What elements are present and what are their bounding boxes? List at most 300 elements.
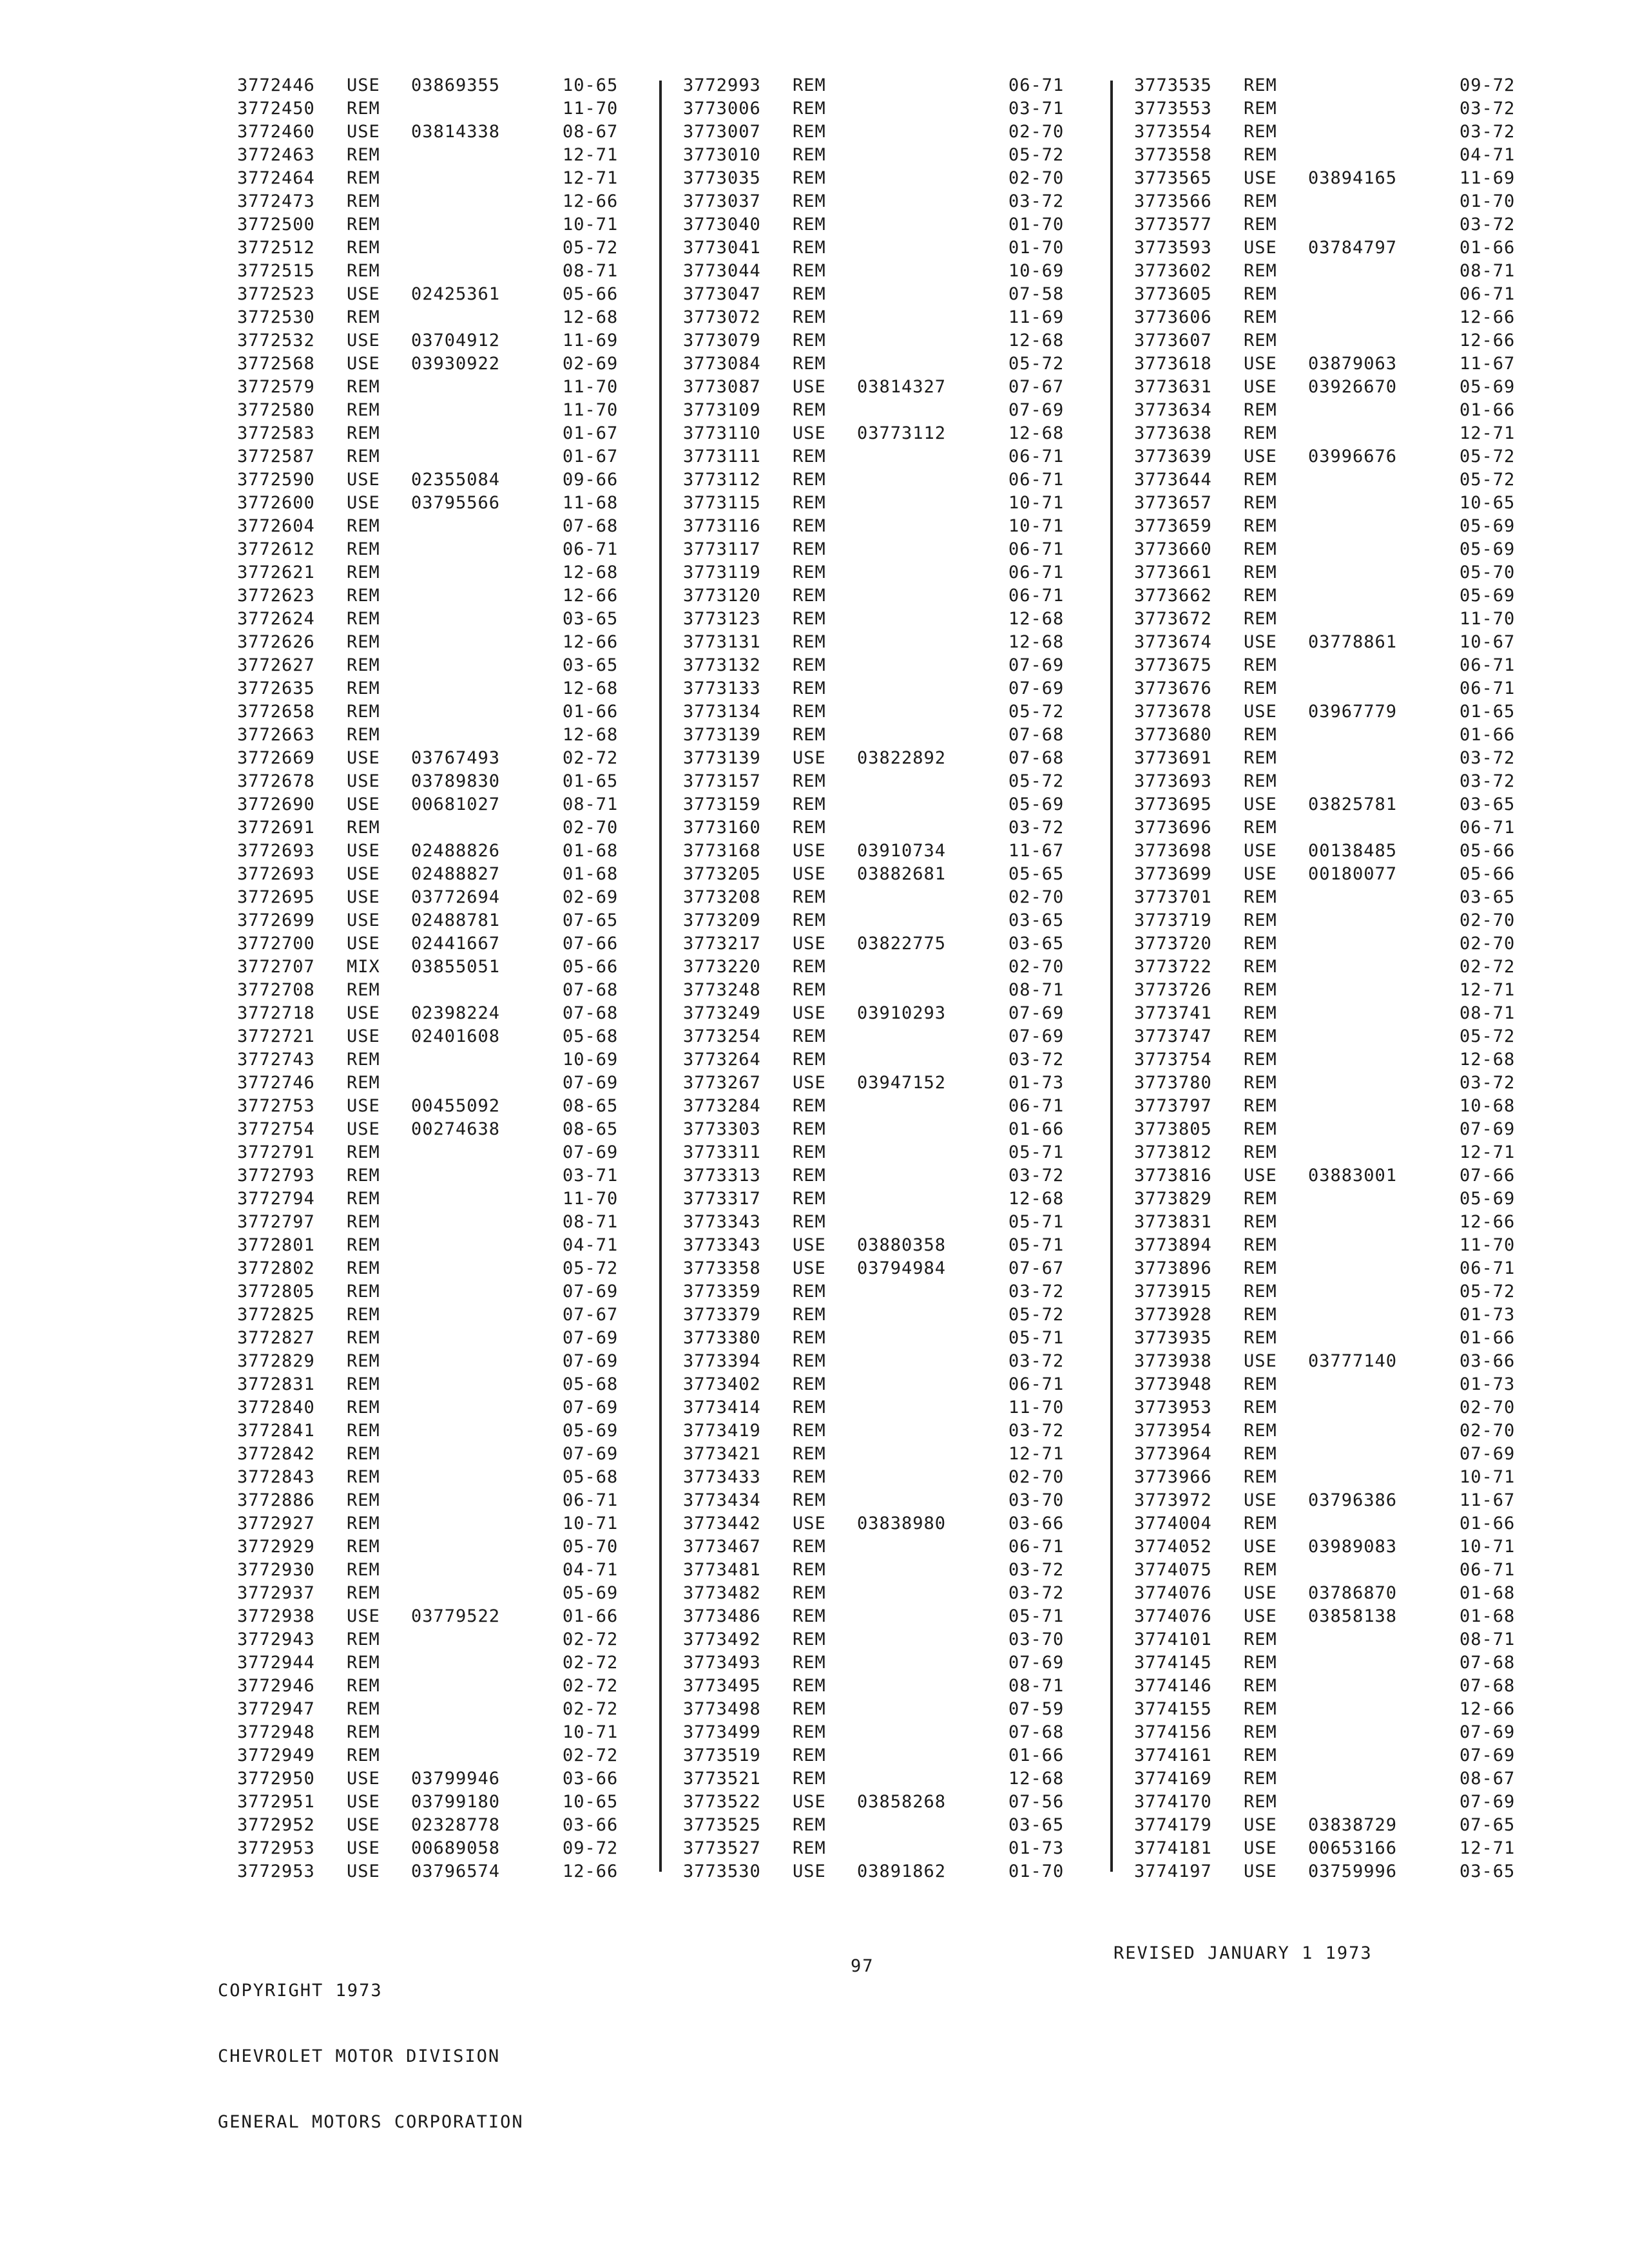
status-code: REM xyxy=(347,725,380,745)
effective-date: 02-70 xyxy=(1008,957,1065,977)
effective-date: 03-72 xyxy=(1008,1351,1065,1371)
part-number: 3773442 xyxy=(683,1514,761,1533)
replacement-part-number xyxy=(1308,816,1460,840)
status-code: REM xyxy=(1244,1003,1277,1023)
replacement-part-number xyxy=(1308,1698,1460,1721)
effective-date: 12-68 xyxy=(1460,1050,1516,1070)
copyright-block xyxy=(218,1936,524,2177)
status-code: REM xyxy=(347,1398,380,1418)
division-line: CHEVROLET MOTOR DIVISION xyxy=(218,2046,501,2066)
effective-date: 01-73 xyxy=(1460,1374,1516,1394)
replacement-part-number xyxy=(411,190,563,213)
part-row xyxy=(683,306,1083,329)
part-row xyxy=(683,1025,1083,1048)
status-code: REM xyxy=(1244,818,1277,838)
part-row xyxy=(1134,167,1534,190)
status-code: REM xyxy=(347,1490,380,1510)
replacement-part-number xyxy=(857,584,1008,608)
part-row xyxy=(683,468,1083,492)
part-row xyxy=(1134,724,1534,747)
part-row xyxy=(1134,352,1534,376)
part-row xyxy=(683,584,1083,608)
part-row xyxy=(237,816,637,840)
status-code: REM xyxy=(1244,1235,1277,1255)
effective-date: 07-69 xyxy=(563,1073,619,1093)
part-row xyxy=(683,909,1083,932)
part-number: 3773535 xyxy=(1134,75,1212,95)
replacement-part-number xyxy=(857,1048,1008,1072)
status-code: REM xyxy=(793,1722,826,1742)
replacement-part-number xyxy=(857,97,1008,120)
replacement-part-number: 03799180 xyxy=(411,1792,501,1812)
part-number: 3773527 xyxy=(683,1838,761,1858)
status-code: REM xyxy=(793,1606,826,1626)
status-code: REM xyxy=(793,539,826,559)
replacement-part-number xyxy=(411,1303,563,1327)
part-number: 3773120 xyxy=(683,586,761,606)
effective-date: 12-68 xyxy=(563,307,619,327)
status-code: REM xyxy=(793,1026,826,1046)
part-row xyxy=(237,376,637,399)
effective-date: 12-68 xyxy=(563,725,619,745)
part-number: 3773087 xyxy=(683,377,761,397)
replacement-part-number xyxy=(857,1187,1008,1211)
part-row xyxy=(1134,1048,1534,1072)
replacement-part-number xyxy=(1308,909,1460,932)
effective-date: 08-71 xyxy=(1460,1003,1516,1023)
effective-date: 11-67 xyxy=(1008,841,1065,861)
part-row xyxy=(237,1257,637,1280)
part-row xyxy=(237,1814,637,1837)
status-code: REM xyxy=(793,1676,826,1696)
part-row xyxy=(237,909,637,932)
part-number: 3772446 xyxy=(237,75,315,95)
status-code: USE xyxy=(793,864,826,884)
part-number: 3772693 xyxy=(237,864,315,884)
part-number: 3772700 xyxy=(237,934,315,954)
effective-date: 05-69 xyxy=(1460,377,1516,397)
status-code: USE xyxy=(1244,447,1277,466)
part-row xyxy=(237,97,637,120)
part-number: 3774146 xyxy=(1134,1676,1212,1696)
status-code: REM xyxy=(793,1560,826,1580)
replacement-part-number xyxy=(1308,1791,1460,1814)
effective-date: 03-66 xyxy=(1460,1351,1516,1371)
part-row xyxy=(237,1744,637,1767)
status-code: REM xyxy=(347,423,380,443)
effective-date: 06-71 xyxy=(1460,1258,1516,1278)
part-number: 3773935 xyxy=(1134,1328,1212,1348)
part-row xyxy=(683,1373,1083,1396)
part-row xyxy=(1134,144,1534,167)
part-row xyxy=(237,1767,637,1791)
effective-date: 10-71 xyxy=(563,215,619,235)
status-code: REM xyxy=(347,980,380,1000)
effective-date: 03-66 xyxy=(563,1815,619,1835)
part-number: 3773421 xyxy=(683,1444,761,1464)
replacement-part-number xyxy=(857,120,1008,144)
status-code: REM xyxy=(793,1421,826,1441)
part-row xyxy=(1134,1373,1534,1396)
part-row xyxy=(683,1350,1083,1373)
replacement-part-number: 03838980 xyxy=(857,1514,947,1533)
status-code: REM xyxy=(793,794,826,814)
part-number: 3772663 xyxy=(237,725,315,745)
status-code: REM xyxy=(347,1258,380,1278)
part-row xyxy=(1134,793,1534,816)
effective-date: 12-68 xyxy=(563,678,619,698)
part-row xyxy=(1134,329,1534,352)
part-number: 3773047 xyxy=(683,284,761,304)
part-number: 3772587 xyxy=(237,447,315,466)
part-number: 3773157 xyxy=(683,771,761,791)
status-code: REM xyxy=(347,215,380,235)
effective-date: 01-73 xyxy=(1008,1073,1065,1093)
replacement-part-number xyxy=(1308,260,1460,283)
part-number: 3773747 xyxy=(1134,1026,1212,1046)
effective-date: 08-71 xyxy=(1460,261,1516,281)
part-row xyxy=(237,1419,637,1443)
status-code: REM xyxy=(347,1444,380,1464)
replacement-part-number xyxy=(411,1280,563,1303)
part-row xyxy=(1134,979,1534,1002)
replacement-part-number xyxy=(857,1698,1008,1721)
effective-date: 02-72 xyxy=(563,1676,619,1696)
part-row xyxy=(1134,1280,1534,1303)
effective-date: 02-72 xyxy=(563,1653,619,1673)
part-number: 3773938 xyxy=(1134,1351,1212,1371)
effective-date: 02-70 xyxy=(1008,1467,1065,1487)
part-number: 3773343 xyxy=(683,1235,761,1255)
effective-date: 05-71 xyxy=(1008,1212,1065,1232)
effective-date: 07-59 xyxy=(1008,1699,1065,1719)
part-row xyxy=(1134,1535,1534,1559)
part-number: 3773139 xyxy=(683,725,761,745)
part-number: 3774155 xyxy=(1134,1699,1212,1719)
part-row xyxy=(683,1443,1083,1466)
status-code: USE xyxy=(347,864,380,884)
replacement-part-number xyxy=(1308,886,1460,909)
effective-date: 12-66 xyxy=(563,586,619,606)
status-code: REM xyxy=(347,1166,380,1186)
replacement-part-number: 02355084 xyxy=(411,470,501,490)
replacement-part-number: 03796386 xyxy=(1308,1490,1398,1510)
status-code: REM xyxy=(793,215,826,235)
part-row xyxy=(1134,654,1534,677)
effective-date: 07-67 xyxy=(563,1305,619,1325)
part-number: 3773966 xyxy=(1134,1467,1212,1487)
replacement-part-number xyxy=(1308,747,1460,770)
effective-date: 07-68 xyxy=(563,980,619,1000)
replacement-part-number xyxy=(411,700,563,724)
part-row xyxy=(683,1002,1083,1025)
status-code: USE xyxy=(347,1838,380,1858)
part-number: 3772943 xyxy=(237,1629,315,1649)
status-code: USE xyxy=(347,75,380,95)
replacement-part-number: 03786870 xyxy=(1308,1583,1398,1603)
effective-date: 05-72 xyxy=(1008,702,1065,722)
effective-date: 06-71 xyxy=(1460,655,1516,675)
replacement-part-number xyxy=(857,306,1008,329)
part-row xyxy=(683,190,1083,213)
part-number: 3772743 xyxy=(237,1050,315,1070)
replacement-part-number xyxy=(1308,1466,1460,1489)
part-number: 3772530 xyxy=(237,307,315,327)
effective-date: 10-71 xyxy=(563,1722,619,1742)
replacement-part-number: 00689058 xyxy=(411,1838,501,1858)
part-row xyxy=(1134,1327,1534,1350)
replacement-part-number xyxy=(857,1605,1008,1628)
part-row xyxy=(237,770,637,793)
status-code: REM xyxy=(347,1212,380,1232)
effective-date: 03-71 xyxy=(1008,99,1065,119)
part-number: 3773566 xyxy=(1134,191,1212,211)
part-row xyxy=(237,863,637,886)
part-number: 3772929 xyxy=(237,1537,315,1557)
part-row xyxy=(1134,1234,1534,1257)
part-row xyxy=(237,399,637,422)
status-code: REM xyxy=(1244,261,1277,281)
status-code: REM xyxy=(1244,423,1277,443)
effective-date: 05-72 xyxy=(1460,1026,1516,1046)
part-number: 3773133 xyxy=(683,678,761,698)
part-row xyxy=(683,1280,1083,1303)
part-row xyxy=(1134,1095,1534,1118)
status-code: REM xyxy=(793,1699,826,1719)
status-code: REM xyxy=(793,145,826,165)
replacement-part-number xyxy=(1308,213,1460,236)
part-number: 3773698 xyxy=(1134,841,1212,861)
part-number: 3773674 xyxy=(1134,632,1212,652)
effective-date: 07-69 xyxy=(1008,400,1065,420)
effective-date: 03-65 xyxy=(1460,794,1516,814)
part-row xyxy=(683,770,1083,793)
replacement-part-number xyxy=(857,1628,1008,1651)
replacement-part-number xyxy=(857,608,1008,631)
status-code: REM xyxy=(1244,215,1277,235)
part-number: 3772930 xyxy=(237,1560,315,1580)
replacement-part-number xyxy=(1308,1048,1460,1072)
status-code: REM xyxy=(1244,1699,1277,1719)
replacement-part-number xyxy=(857,515,1008,538)
part-number: 3773495 xyxy=(683,1676,761,1696)
part-number: 3772721 xyxy=(237,1026,315,1046)
replacement-part-number: 03858268 xyxy=(857,1792,947,1812)
part-row xyxy=(683,1605,1083,1628)
part-row xyxy=(683,956,1083,979)
effective-date: 10-69 xyxy=(1008,261,1065,281)
replacement-part-number xyxy=(857,1489,1008,1512)
part-row xyxy=(237,1396,637,1419)
replacement-part-number xyxy=(411,584,563,608)
effective-date: 03-72 xyxy=(1460,771,1516,791)
part-number: 3773607 xyxy=(1134,331,1212,351)
part-number: 3774076 xyxy=(1134,1583,1212,1603)
part-number: 3773606 xyxy=(1134,307,1212,327)
part-row xyxy=(683,1837,1083,1860)
replacement-part-number xyxy=(411,1535,563,1559)
effective-date: 07-66 xyxy=(563,934,619,954)
status-code: USE xyxy=(793,1073,826,1093)
status-code: REM xyxy=(793,1166,826,1186)
replacement-part-number: 03858138 xyxy=(1308,1606,1398,1626)
replacement-part-number xyxy=(1308,608,1460,631)
part-row xyxy=(1134,863,1534,886)
status-code: USE xyxy=(347,1119,380,1139)
part-row xyxy=(683,608,1083,631)
effective-date: 06-71 xyxy=(1008,539,1065,559)
status-code: REM xyxy=(793,910,826,930)
status-code: REM xyxy=(347,1537,380,1557)
part-row xyxy=(237,1350,637,1373)
status-code: REM xyxy=(1244,1792,1277,1812)
status-code: REM xyxy=(347,609,380,629)
replacement-part-number xyxy=(857,190,1008,213)
status-code: REM xyxy=(1244,562,1277,582)
effective-date: 07-68 xyxy=(1460,1653,1516,1673)
replacement-part-number xyxy=(411,399,563,422)
status-code: USE xyxy=(347,1769,380,1789)
status-code: REM xyxy=(793,1629,826,1649)
effective-date: 05-66 xyxy=(1460,864,1516,884)
part-row xyxy=(683,283,1083,306)
effective-date: 04-71 xyxy=(1460,145,1516,165)
effective-date: 05-71 xyxy=(1008,1606,1065,1626)
effective-date: 05-72 xyxy=(1008,1305,1065,1325)
replacement-part-number xyxy=(1308,956,1460,979)
part-row xyxy=(1134,840,1534,863)
effective-date: 05-71 xyxy=(1008,1142,1065,1162)
replacement-part-number: 03838729 xyxy=(1308,1815,1398,1835)
part-number: 3772627 xyxy=(237,655,315,675)
replacement-part-number xyxy=(857,260,1008,283)
effective-date: 11-69 xyxy=(563,331,619,351)
part-number: 3773780 xyxy=(1134,1073,1212,1093)
part-row xyxy=(1134,1350,1534,1373)
replacement-part-number xyxy=(857,1303,1008,1327)
status-code: REM xyxy=(793,1398,826,1418)
effective-date: 11-70 xyxy=(563,99,619,119)
replacement-part-number xyxy=(857,1373,1008,1396)
replacement-part-number xyxy=(1308,492,1460,515)
effective-date: 02-70 xyxy=(1008,168,1065,188)
status-code: REM xyxy=(347,400,380,420)
effective-date: 07-68 xyxy=(1460,1676,1516,1696)
replacement-part-number xyxy=(1308,283,1460,306)
effective-date: 07-69 xyxy=(1460,1444,1516,1464)
part-row xyxy=(237,631,637,654)
part-number: 3774161 xyxy=(1134,1745,1212,1765)
status-code: USE xyxy=(347,1815,380,1835)
part-number: 3773699 xyxy=(1134,864,1212,884)
part-row xyxy=(683,816,1083,840)
effective-date: 06-71 xyxy=(1008,75,1065,95)
replacement-part-number xyxy=(857,677,1008,700)
status-code: USE xyxy=(347,1792,380,1812)
replacement-part-number xyxy=(411,1350,563,1373)
replacement-part-number xyxy=(1308,1512,1460,1535)
status-code: REM xyxy=(793,493,826,513)
effective-date: 03-72 xyxy=(1008,1050,1065,1070)
part-number: 3773964 xyxy=(1134,1444,1212,1464)
effective-date: 05-68 xyxy=(563,1026,619,1046)
part-row xyxy=(1134,283,1534,306)
effective-date: 07-68 xyxy=(563,1003,619,1023)
effective-date: 07-67 xyxy=(1008,377,1065,397)
effective-date: 01-66 xyxy=(1008,1745,1065,1765)
status-code: REM xyxy=(1244,980,1277,1000)
part-row xyxy=(1134,700,1534,724)
parts-column-3 xyxy=(1134,74,1534,1883)
status-code: USE xyxy=(347,470,380,490)
part-number: 3773482 xyxy=(683,1583,761,1603)
part-row xyxy=(683,1814,1083,1837)
status-code: REM xyxy=(793,1490,826,1510)
part-number: 3773254 xyxy=(683,1026,761,1046)
status-code: REM xyxy=(347,1050,380,1070)
effective-date: 02-70 xyxy=(1460,1421,1516,1441)
part-number: 3772621 xyxy=(237,562,315,582)
part-number: 3773434 xyxy=(683,1490,761,1510)
replacement-part-number xyxy=(857,816,1008,840)
status-code: REM xyxy=(1244,655,1277,675)
part-row xyxy=(1134,886,1534,909)
part-number: 3773954 xyxy=(1134,1421,1212,1441)
part-number: 3772568 xyxy=(237,354,315,374)
part-row xyxy=(1134,1025,1534,1048)
effective-date: 05-69 xyxy=(1460,539,1516,559)
effective-date: 03-72 xyxy=(1460,748,1516,768)
effective-date: 11-70 xyxy=(563,400,619,420)
part-number: 3773720 xyxy=(1134,934,1212,954)
status-code: USE xyxy=(1244,1838,1277,1858)
part-row xyxy=(683,329,1083,352)
part-number: 3772753 xyxy=(237,1096,315,1116)
part-row xyxy=(683,1582,1083,1605)
status-code: REM xyxy=(793,400,826,420)
effective-date: 10-71 xyxy=(1008,516,1065,536)
status-code: REM xyxy=(793,354,826,374)
status-code: REM xyxy=(347,1328,380,1348)
status-code: REM xyxy=(793,562,826,582)
status-code: USE xyxy=(347,887,380,907)
replacement-part-number xyxy=(857,1118,1008,1141)
effective-date: 12-66 xyxy=(1460,331,1516,351)
part-row xyxy=(1134,492,1534,515)
replacement-part-number xyxy=(857,236,1008,260)
status-code: REM xyxy=(1244,516,1277,536)
part-number: 3773209 xyxy=(683,910,761,930)
replacement-part-number: 03880358 xyxy=(857,1235,947,1255)
part-row xyxy=(237,1860,637,1883)
part-number: 3772708 xyxy=(237,980,315,1000)
part-number: 3773805 xyxy=(1134,1119,1212,1139)
part-row xyxy=(1134,1512,1534,1535)
replacement-part-number xyxy=(857,1814,1008,1837)
status-code: REM xyxy=(1244,1212,1277,1232)
effective-date: 01-66 xyxy=(563,1606,619,1626)
effective-date: 07-68 xyxy=(1008,725,1065,745)
part-row xyxy=(1134,816,1534,840)
effective-date: 07-69 xyxy=(1460,1722,1516,1742)
effective-date: 01-70 xyxy=(1008,238,1065,258)
status-code: REM xyxy=(793,957,826,977)
status-code: REM xyxy=(1244,1676,1277,1696)
replacement-part-number xyxy=(411,167,563,190)
part-row xyxy=(683,167,1083,190)
status-code: REM xyxy=(793,331,826,351)
status-code: REM xyxy=(793,307,826,327)
